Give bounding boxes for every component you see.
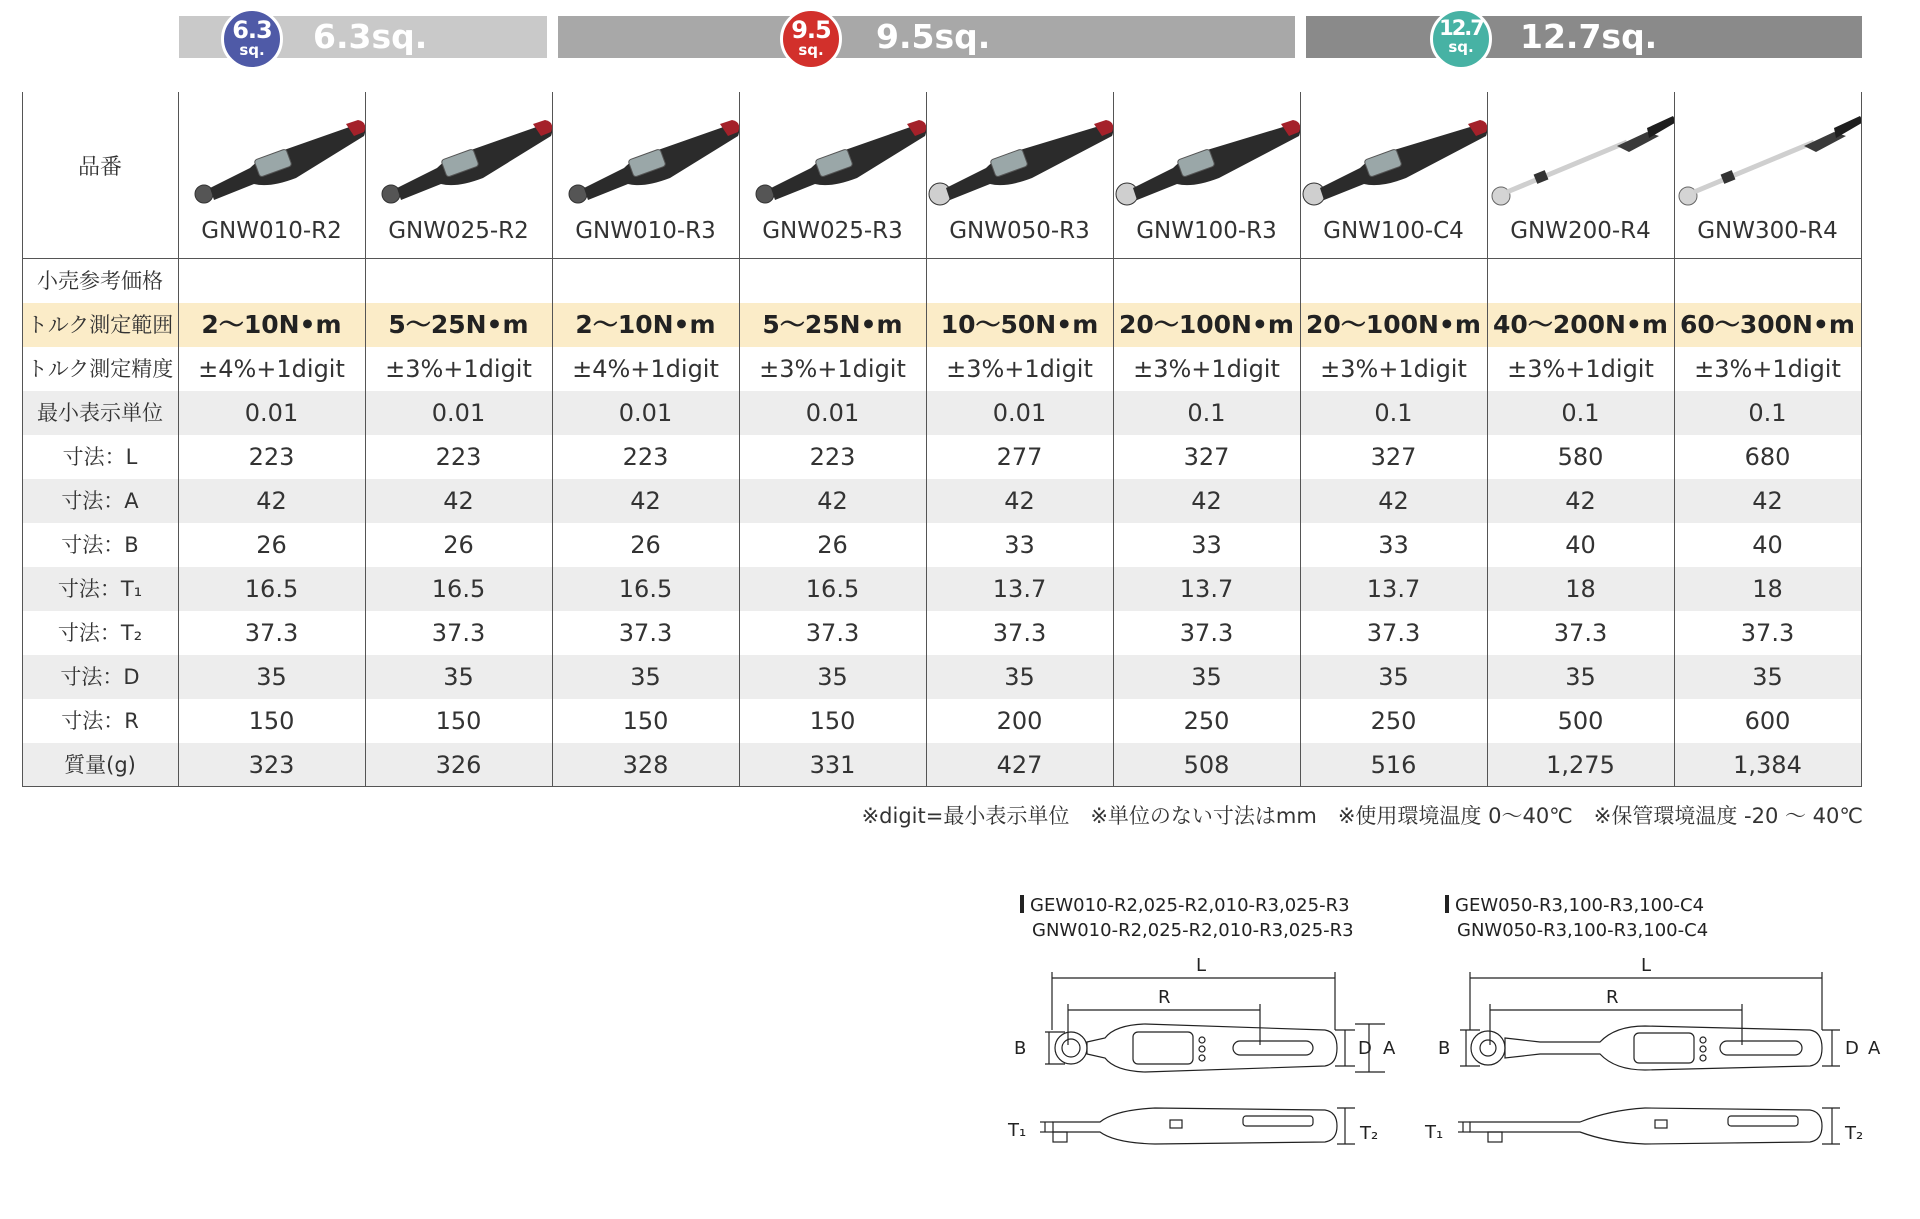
table-cell: 600 (1744, 707, 1791, 735)
table-cell: ±3%+1digit (1320, 355, 1467, 383)
table-cell: 0.01 (618, 399, 673, 427)
table-cell: 0.01 (805, 399, 860, 427)
table-cell: 42 (1752, 487, 1783, 515)
table-cell: 327 (1370, 443, 1417, 471)
table-cell: 18 (1752, 575, 1783, 603)
table-cell (1674, 259, 1861, 303)
model-name: GNW025-R3 (762, 218, 903, 244)
model-name: GNW100-C4 (1323, 218, 1464, 244)
table-cell: ±3%+1digit (1507, 355, 1654, 383)
table-cell: 10～50N•m (940, 310, 1099, 339)
table-cell: 680 (1744, 443, 1791, 471)
table-cell: 223 (248, 443, 295, 471)
table-cell: 37.3 (1179, 619, 1234, 647)
table-cell: 328 (622, 751, 669, 779)
table-cell: 150 (809, 707, 856, 735)
table-cell: 250 (1370, 707, 1417, 735)
table-cell: 35 (1378, 663, 1409, 691)
group-header-12-7sq (1306, 16, 1862, 58)
dim-label-T1: T₁ (1425, 1122, 1444, 1143)
diagram-title-large (1445, 893, 1708, 943)
table-cell (365, 259, 552, 303)
torque-wrench-image (1300, 102, 1487, 212)
table-cell: 37.3 (244, 619, 299, 647)
size-badge-9-5 (780, 8, 842, 70)
table-cell: 35 (1004, 663, 1035, 691)
table-cell: ±3%+1digit (1694, 355, 1841, 383)
table-cell: 35 (1565, 663, 1596, 691)
table-cell: 42 (1004, 487, 1035, 515)
table-cell (926, 259, 1113, 303)
torque-wrench-image (926, 102, 1113, 212)
table-cell: 42 (256, 487, 287, 515)
row-label: トルク測定範囲 (26, 313, 174, 337)
table-cell (1300, 259, 1487, 303)
table-cell: 35 (256, 663, 287, 691)
table-cell: 40 (1752, 531, 1783, 559)
table-cell: 37.3 (992, 619, 1047, 647)
row-label: 小売参考価格 (37, 269, 163, 293)
table-cell: 500 (1557, 707, 1604, 735)
table-cell: 323 (248, 751, 295, 779)
table-cell: 16.5 (431, 575, 486, 603)
dim-label-L: L (1641, 955, 1652, 976)
table-cell: ±4%+1digit (198, 355, 345, 383)
table-cell: 0.1 (1561, 399, 1600, 427)
table-cell: 35 (443, 663, 474, 691)
table-cell: 331 (809, 751, 856, 779)
table-cell: 0.01 (244, 399, 299, 427)
group-header-9-5sq (558, 16, 1295, 58)
group-label: 12.7sq. (1520, 17, 1658, 56)
table-cell: 2～10N•m (575, 310, 716, 339)
table-cell (1487, 259, 1674, 303)
torque-wrench-image (365, 102, 552, 212)
table-cell (552, 259, 739, 303)
table-cell: 16.5 (618, 575, 673, 603)
badge-unit: sq. (239, 41, 265, 59)
table-cell: 40 (1565, 531, 1596, 559)
table-cell: 26 (817, 531, 848, 559)
table-cell: 33 (1004, 531, 1035, 559)
table-cell: 0.1 (1374, 399, 1413, 427)
torque-wrench-image (552, 102, 739, 212)
badge-unit: sq. (1448, 38, 1474, 56)
model-name: GNW010-R2 (201, 218, 342, 244)
table-cell: 0.01 (431, 399, 486, 427)
table-cell: 42 (817, 487, 848, 515)
table-cell: 327 (1183, 443, 1230, 471)
row-label: 寸法：B (61, 533, 139, 557)
dim-label-B: B (1438, 1038, 1451, 1059)
size-badge-6-3 (221, 8, 283, 70)
table-cell: 37.3 (1366, 619, 1421, 647)
dim-label-A: A (1868, 1038, 1881, 1059)
table-cell: 26 (443, 531, 474, 559)
table-cell: 1,275 (1546, 751, 1615, 779)
table-cell: 42 (630, 487, 661, 515)
table-cell: 5～25N•m (388, 310, 529, 339)
footnote: ※digit=最小表示単位 ※単位のない寸法はmm ※使用環境温度 0～40℃ ※保管環境温度 -20 ～ 40℃ (861, 804, 1863, 828)
col-divider (1861, 92, 1862, 786)
dim-label-R: R (1606, 987, 1619, 1008)
table-cell: 150 (622, 707, 669, 735)
table-cell: 18 (1565, 575, 1596, 603)
table-cell: 150 (435, 707, 482, 735)
table-cell: 0.1 (1187, 399, 1226, 427)
table-cell: 40～200N•m (1493, 310, 1668, 339)
table-cell: 20～100N•m (1119, 310, 1294, 339)
dim-label-T1: T₁ (1008, 1120, 1027, 1141)
table-cell: 223 (622, 443, 669, 471)
dim-label-T2: T₂ (1360, 1123, 1379, 1144)
table-cell: 37.3 (1553, 619, 1608, 647)
table-cell: 13.7 (1179, 575, 1234, 603)
table-cell: 508 (1183, 751, 1230, 779)
table-cell: 13.7 (992, 575, 1047, 603)
table-cell: 427 (996, 751, 1043, 779)
diagram-title-line2: GNW010-R2,025-R2,010-R3,025-R3 (1032, 920, 1354, 941)
row-label: 寸法：L (62, 445, 138, 469)
title-bar-icon (1445, 895, 1449, 913)
table-cell: ±4%+1digit (572, 355, 719, 383)
table-cell: 0.1 (1748, 399, 1787, 427)
model-name: GNW300-R4 (1697, 218, 1838, 244)
table-cell: ±3%+1digit (1133, 355, 1280, 383)
table-cell: 42 (1565, 487, 1596, 515)
table-cell: 13.7 (1366, 575, 1421, 603)
dim-label-B: B (1014, 1038, 1027, 1059)
diagram-title-line1: GEW050-R3,100-R3,100-C4 (1455, 895, 1705, 916)
badge-unit: sq. (798, 41, 824, 59)
dimension-diagram-small (1005, 950, 1400, 1190)
table-cell: 35 (817, 663, 848, 691)
header-label-part-number: 品番 (77, 155, 122, 180)
title-bar-icon (1020, 895, 1024, 913)
group-label: 9.5sq. (876, 17, 991, 56)
table-cell: 277 (996, 443, 1043, 471)
table-cell: ±3%+1digit (946, 355, 1093, 383)
table-cell (1113, 259, 1300, 303)
dim-label-T2: T₂ (1845, 1123, 1864, 1144)
table-cell: 16.5 (805, 575, 860, 603)
table-cell: 37.3 (805, 619, 860, 647)
row-label: 寸法：T₁ (57, 577, 143, 601)
table-cell (178, 259, 365, 303)
row-label: 寸法：R (61, 709, 139, 733)
table-cell: 26 (630, 531, 661, 559)
torque-wrench-image (1113, 102, 1300, 212)
table-cell: 223 (809, 443, 856, 471)
table-cell: 1,384 (1733, 751, 1802, 779)
row-label: 質量(g) (64, 753, 136, 777)
dim-label-D: D (1845, 1038, 1859, 1059)
row-label: 寸法：D (60, 665, 140, 689)
table-cell: ±3%+1digit (759, 355, 906, 383)
table-cell: 42 (1191, 487, 1222, 515)
table-cell: 35 (1752, 663, 1783, 691)
table-cell: 33 (1378, 531, 1409, 559)
diagram-title-line2: GNW050-R3,100-R3,100-C4 (1457, 920, 1709, 941)
table-cell: 37.3 (1740, 619, 1795, 647)
row-label: 寸法：A (61, 489, 139, 513)
table-cell: 150 (248, 707, 295, 735)
table-cell: 35 (1191, 663, 1222, 691)
badge-size: 9.5 (791, 16, 831, 44)
table-cell: 326 (435, 751, 482, 779)
table-cell: 20～100N•m (1306, 310, 1481, 339)
model-name: GNW100-R3 (1136, 218, 1277, 244)
torque-wrench-image (178, 102, 365, 212)
badge-size: 12.7 (1439, 16, 1483, 40)
dim-label-R: R (1158, 987, 1171, 1008)
table-cell: 250 (1183, 707, 1230, 735)
table-cell (739, 259, 926, 303)
table-cell: 2～10N•m (201, 310, 342, 339)
row-label: トルク測定精度 (26, 357, 174, 381)
row-label: 寸法：T₂ (57, 621, 143, 645)
table-cell: 223 (435, 443, 482, 471)
torque-wrench-image (739, 102, 926, 212)
table-cell: 37.3 (618, 619, 673, 647)
dim-label-D: D (1358, 1038, 1372, 1059)
diagram-title-line1: GEW010-R2,025-R2,010-R3,025-R3 (1030, 895, 1350, 916)
model-name: GNW010-R3 (575, 218, 716, 244)
model-name: GNW050-R3 (949, 218, 1090, 244)
model-name: GNW025-R2 (388, 218, 529, 244)
table-cell: 37.3 (431, 619, 486, 647)
table-cell: 35 (630, 663, 661, 691)
table-cell: 516 (1370, 751, 1417, 779)
table-cell: 5～25N•m (762, 310, 903, 339)
torque-wrench-image (1674, 102, 1861, 212)
table-cell: 42 (1378, 487, 1409, 515)
dim-label-L: L (1196, 955, 1207, 976)
dim-label-A: A (1383, 1038, 1396, 1059)
model-name: GNW200-R4 (1510, 218, 1651, 244)
row-label: 最小表示単位 (37, 401, 163, 425)
group-label: 6.3sq. (313, 17, 428, 56)
table-cell: 42 (443, 487, 474, 515)
table-cell: 0.01 (992, 399, 1047, 427)
badge-size: 6.3 (232, 16, 272, 44)
table-cell: 26 (256, 531, 287, 559)
size-badge-12-7 (1430, 8, 1492, 70)
table-cell: 60～300N•m (1680, 310, 1855, 339)
torque-wrench-image (1487, 102, 1674, 212)
table-cell: 200 (996, 707, 1043, 735)
dimension-diagram-large (1430, 950, 1850, 1190)
table-cell: 33 (1191, 531, 1222, 559)
table-cell: 580 (1557, 443, 1604, 471)
table-cell: 16.5 (244, 575, 299, 603)
diagram-title-small (1020, 893, 1354, 943)
table-cell: ±3%+1digit (385, 355, 532, 383)
